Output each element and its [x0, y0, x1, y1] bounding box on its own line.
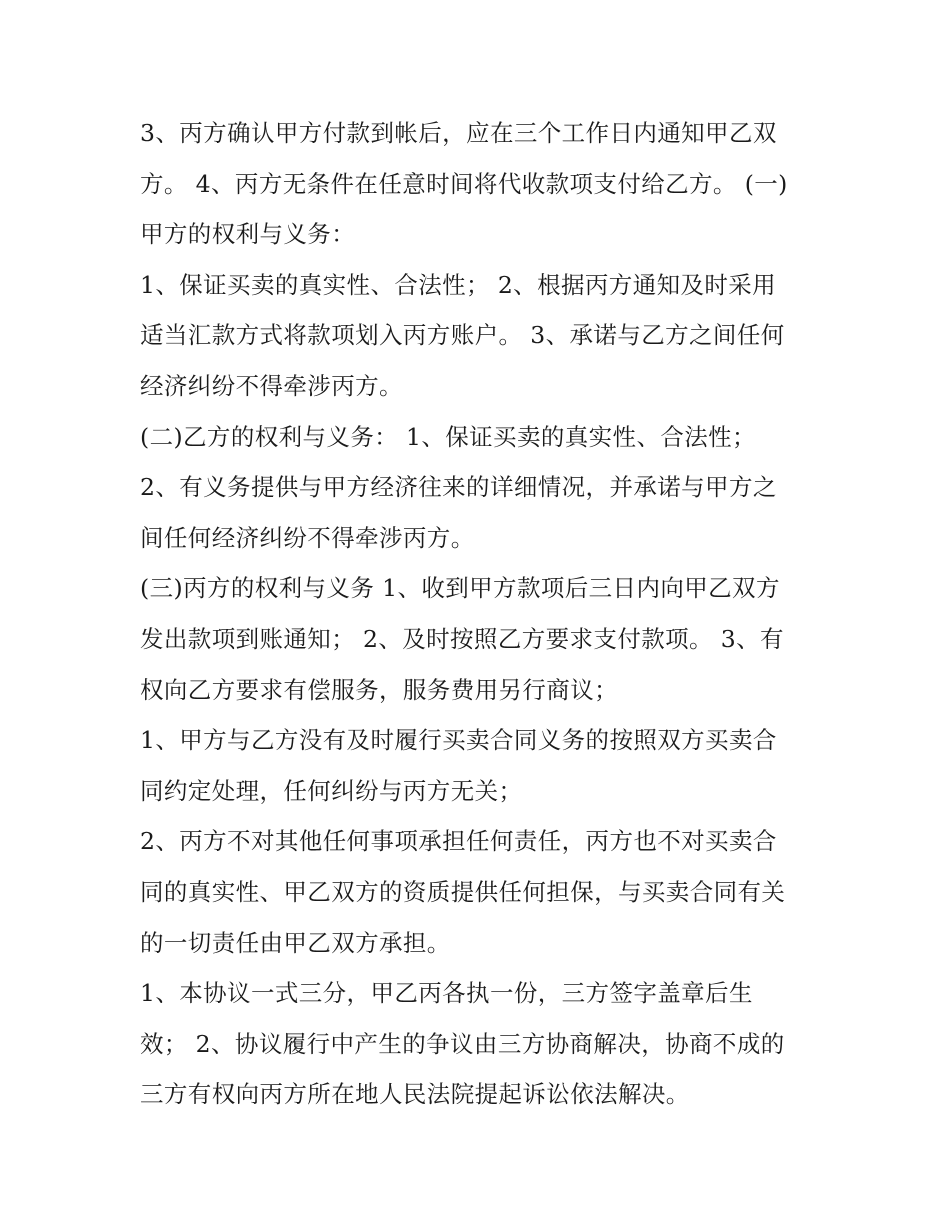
text-line: 1、本协议一式三分，甲乙丙各执一份，三方签字盖章后生 [140, 979, 753, 1008]
text-line: 权向乙方要求有偿服务，服务费用另行商议； [140, 675, 618, 704]
text-line: 方。 4、丙方无条件在任意时间将代收款项支付给乙方。 (一) [140, 169, 788, 198]
text-line: 2、有义务提供与甲方经济往来的详细情况，并承诺与甲方之 [140, 473, 777, 502]
text-line: 同的真实性、甲乙双方的资质提供任何担保，与买卖合同有关 [140, 877, 786, 906]
text-line: 经济纠纷不得牵涉丙方。 [140, 371, 403, 400]
document-body [140, 108, 840, 1120]
text-line: 发出款项到账通知； 2、及时按照乙方要求支付款项。 3、有 [140, 624, 784, 653]
text-line: 效； 2、协议履行中产生的争议由三方协商解决，协商不成的 [140, 1029, 785, 1058]
text-line: 1、甲方与乙方没有及时履行买卖合同义务的按照双方买卖合 [140, 726, 777, 755]
text-line: (三)丙方的权利与义务 1、收到甲方款项后三日内向甲乙双方 [140, 574, 780, 603]
text-line: 三方有权向丙方所在地人民法院提起诉讼依法解决。 [140, 1080, 690, 1109]
text-line: 1、保证买卖的真实性、合法性； 2、根据丙方通知及时采用 [140, 270, 777, 299]
text-line: 3、丙方确认甲方付款到帐后，应在三个工作日内通知甲乙双 [140, 119, 777, 147]
text-line: 间任何经济纠纷不得牵涉丙方。 [140, 523, 475, 552]
text-line: 2、丙方不对其他任何事项承担任何责任，丙方也不对买卖合 [140, 827, 777, 856]
text-line: (二)乙方的权利与义务： 1、保证买卖的真实性、合法性； [140, 422, 756, 451]
text-line: 甲方的权利与义务： [140, 220, 356, 249]
text-line: 同约定处理，任何纠纷与丙方无关； [140, 776, 523, 805]
text-line: 的一切责任由甲乙双方承担。 [140, 928, 451, 957]
text-line: 适当汇款方式将款项划入丙方账户。 3、承诺与乙方之间任何 [140, 321, 785, 350]
